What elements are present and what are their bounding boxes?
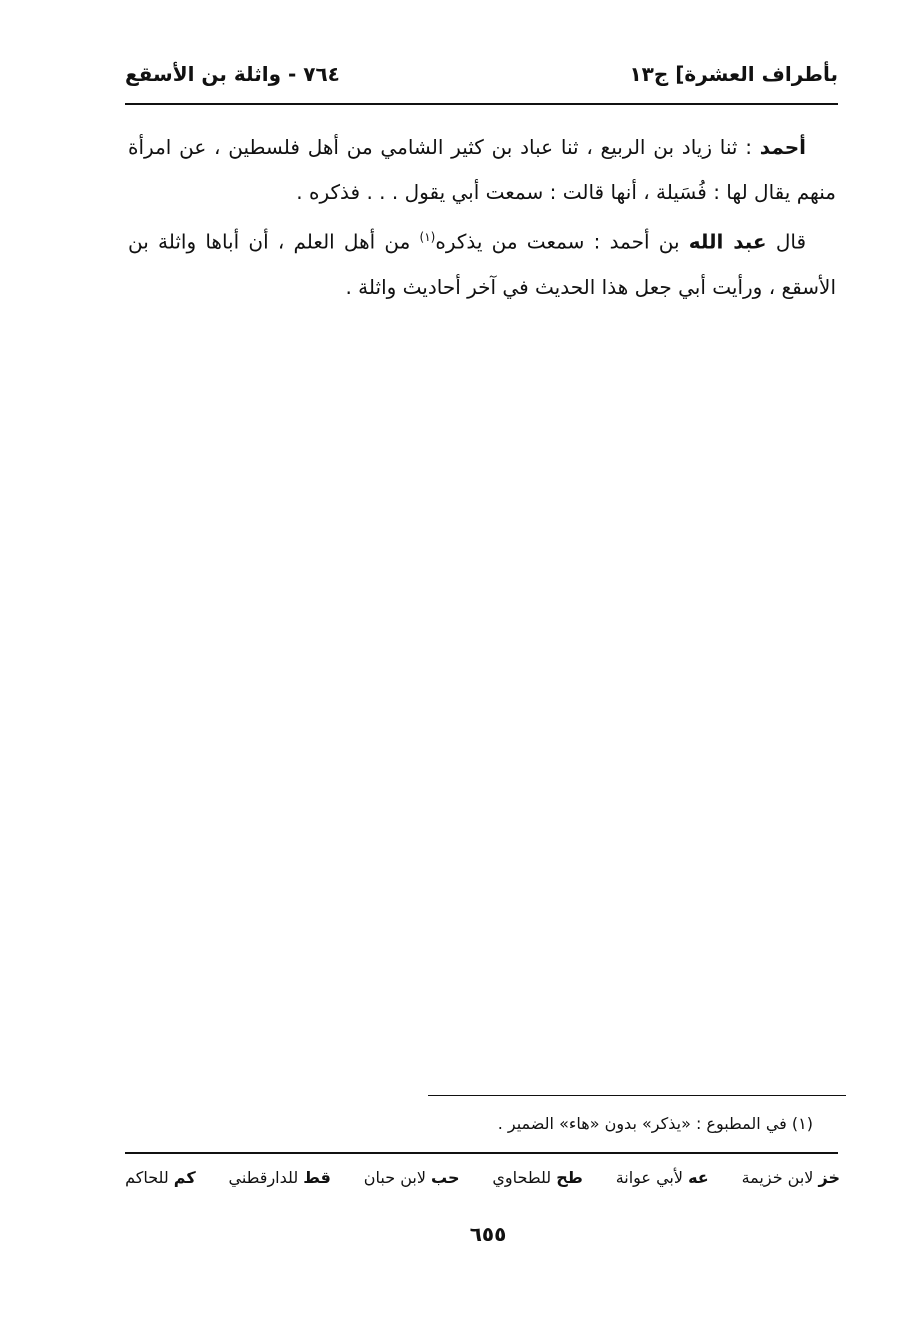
footnote: (١) في المطبوع : «يذكر» بدون «هاء» الضمير . [497, 1114, 813, 1133]
legend-item: عه لأبي عوانة [615, 1168, 709, 1187]
paragraph-2-text-b: من أهل العلم ، أن أباها واثلة بن الأسقع ، ورأيت أبي جعل هذا الحديث في آخر أحاديث واثلة . [128, 229, 836, 299]
page-header [125, 50, 838, 98]
legend-item: كم للحاكم [125, 1168, 196, 1187]
main-text [128, 125, 836, 310]
paragraph-2-prefix: قال [766, 229, 806, 254]
header-divider [125, 103, 838, 105]
page-number: ٦٥٥ [469, 1222, 507, 1246]
paragraph-2 [128, 215, 836, 310]
legend-item: طح للطحاوي [492, 1168, 583, 1187]
header-book-title: بأطراف العشرة] ج١٣ [629, 62, 838, 86]
abbreviation-legend [125, 1163, 840, 1193]
legend-item: خز لابن خزيمة [741, 1168, 840, 1187]
paragraph-1-text: : ثنا زياد بن الربيع ، ثنا عباد بن كثير الشامي من أهل فلسطين ، عن امرأة منهم يقال لها : فُسَيلة ، أنها قالت : سمعت أبي يقول . . . فذكره . [128, 135, 836, 204]
paragraph-2-text-a: بن أحمد : سمعت من يذكره [435, 229, 689, 254]
paragraph-1 [128, 125, 836, 215]
footnote-divider [428, 1095, 846, 1096]
narrator-name: أحمد [759, 135, 806, 159]
legend-item: قط للدارقطني [228, 1168, 331, 1187]
footnote-reference: (١) [419, 230, 436, 244]
header-section-title: ٧٦٤ - واثلة بن الأسقع [125, 62, 340, 86]
narrator-name-2: عبد الله [688, 229, 767, 254]
legend-divider [125, 1152, 838, 1154]
legend-item: حب لابن حبان [363, 1168, 460, 1187]
